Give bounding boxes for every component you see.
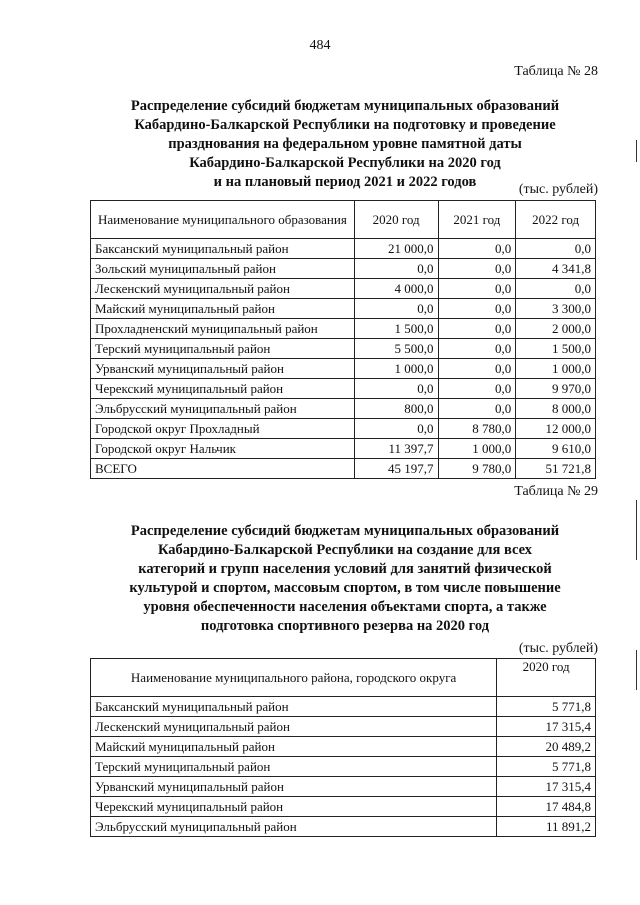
header-2020: 2020 год <box>354 201 438 239</box>
table-row <box>91 419 596 439</box>
row-value-2020: 0,0 <box>354 419 438 439</box>
row-name: Баксанский муниципальный район <box>91 697 497 717</box>
table-row <box>91 439 596 459</box>
title-line: уровня обеспеченности населения объектами спорта, а также <box>143 599 547 615</box>
table-total-row <box>91 459 596 479</box>
row-value-2022: 8 000,0 <box>516 399 596 419</box>
row-name: Урванский муниципальный район <box>91 359 355 379</box>
title-line: празднования на федеральном уровне памятной даты <box>168 136 522 152</box>
table-row <box>91 259 596 279</box>
header-2020: 2020 год <box>497 659 596 697</box>
table-28-title <box>90 97 600 192</box>
row-value-2021: 9 780,0 <box>438 459 516 479</box>
table-28-label: Таблица № 28 <box>514 64 598 79</box>
row-name: Эльбрусский муниципальный район <box>91 817 497 837</box>
row-name: Городской округ Прохладный <box>91 419 355 439</box>
header-2022: 2022 год <box>516 201 596 239</box>
row-name: Майский муниципальный район <box>91 737 497 757</box>
row-name: Лескенский муниципальный район <box>91 717 497 737</box>
row-name: Черекский муниципальный район <box>91 379 355 399</box>
table-row <box>91 717 596 737</box>
table-row <box>91 777 596 797</box>
row-value-2020: 20 489,2 <box>497 737 596 757</box>
table-row <box>91 817 596 837</box>
table-row <box>91 319 596 339</box>
scan-edge-mark <box>636 500 637 560</box>
row-name: Лескенский муниципальный район <box>91 279 355 299</box>
row-name: Майский муниципальный район <box>91 299 355 319</box>
table-28 <box>90 200 596 479</box>
table-29-title <box>90 522 600 636</box>
row-value-2021: 0,0 <box>438 239 516 259</box>
title-line: культурой и спортом, массовым спортом, в том числе повышение <box>129 580 561 596</box>
row-value-2022: 1 000,0 <box>516 359 596 379</box>
row-value-2020: 0,0 <box>354 379 438 399</box>
row-value-2022: 4 341,8 <box>516 259 596 279</box>
row-name: Зольский муниципальный район <box>91 259 355 279</box>
row-value-2020: 17 315,4 <box>497 717 596 737</box>
table-row <box>91 339 596 359</box>
row-value-2020: 5 500,0 <box>354 339 438 359</box>
row-value-2022: 51 721,8 <box>516 459 596 479</box>
table-row <box>91 697 596 717</box>
table-row <box>91 379 596 399</box>
row-value-2020: 45 197,7 <box>354 459 438 479</box>
scan-edge-mark <box>636 140 637 162</box>
row-value-2021: 0,0 <box>438 339 516 359</box>
row-name: Черекский муниципальный район <box>91 797 497 817</box>
title-line: Кабардино-Балкарской Республики на подготовку и проведение <box>134 117 556 133</box>
row-value-2020: 17 484,8 <box>497 797 596 817</box>
row-value-2022: 1 500,0 <box>516 339 596 359</box>
row-value-2022: 0,0 <box>516 279 596 299</box>
row-name: Баксанский муниципальный район <box>91 239 355 259</box>
table-header-row <box>91 659 596 697</box>
row-value-2020: 4 000,0 <box>354 279 438 299</box>
row-name: Урванский муниципальный район <box>91 777 497 797</box>
row-value-2020: 11 891,2 <box>497 817 596 837</box>
row-value-2022: 3 300,0 <box>516 299 596 319</box>
row-name: ВСЕГО <box>91 459 355 479</box>
row-value-2022: 0,0 <box>516 239 596 259</box>
table-29-label: Таблица № 29 <box>514 484 598 499</box>
row-value-2022: 12 000,0 <box>516 419 596 439</box>
row-name: Эльбрусский муниципальный район <box>91 399 355 419</box>
row-value-2020: 11 397,7 <box>354 439 438 459</box>
title-line: Распределение субсидий бюджетам муниципальных образований <box>130 523 560 539</box>
row-value-2020: 21 000,0 <box>354 239 438 259</box>
page-number: 484 <box>309 38 331 53</box>
row-value-2021: 0,0 <box>438 299 516 319</box>
row-value-2021: 0,0 <box>438 359 516 379</box>
row-name: Терский муниципальный район <box>91 757 497 777</box>
title-line: категорий и групп населения условий для занятий физической <box>138 561 552 577</box>
row-value-2021: 0,0 <box>438 279 516 299</box>
row-value-2020: 1 000,0 <box>354 359 438 379</box>
row-value-2020: 5 771,8 <box>497 757 596 777</box>
row-value-2021: 8 780,0 <box>438 419 516 439</box>
header-2021: 2021 год <box>438 201 516 239</box>
row-value-2021: 1 000,0 <box>438 439 516 459</box>
table-29-units: (тыс. рублей) <box>518 641 598 656</box>
table-row <box>91 737 596 757</box>
row-name: Терский муниципальный район <box>91 339 355 359</box>
row-value-2020: 800,0 <box>354 399 438 419</box>
title-line: и на плановый период 2021 и 2022 годов <box>213 174 477 190</box>
table-row <box>91 239 596 259</box>
title-line: Кабардино-Балкарской Республики на создание для всех <box>157 542 533 558</box>
row-value-2021: 0,0 <box>438 259 516 279</box>
title-line: Кабардино-Балкарской Республики на 2020 год <box>189 155 501 171</box>
row-value-2022: 9 610,0 <box>516 439 596 459</box>
table-row <box>91 757 596 777</box>
table-row <box>91 797 596 817</box>
table-row <box>91 399 596 419</box>
row-value-2020: 5 771,8 <box>497 697 596 717</box>
table-row <box>91 359 596 379</box>
title-line: Распределение субсидий бюджетам муниципальных образований <box>130 98 560 114</box>
row-value-2020: 1 500,0 <box>354 319 438 339</box>
row-value-2021: 0,0 <box>438 379 516 399</box>
table-header-row <box>91 201 596 239</box>
row-value-2022: 9 970,0 <box>516 379 596 399</box>
table-28-units: (тыс. рублей) <box>518 182 598 197</box>
table-row <box>91 279 596 299</box>
row-name: Городской округ Нальчик <box>91 439 355 459</box>
table-29 <box>90 658 596 837</box>
header-name: Наименование муниципального образования <box>91 201 355 239</box>
header-name: Наименование муниципального района, городского округа <box>91 659 497 697</box>
row-value-2022: 2 000,0 <box>516 319 596 339</box>
row-value-2020: 17 315,4 <box>497 777 596 797</box>
row-name: Прохладненский муниципальный район <box>91 319 355 339</box>
scan-edge-mark <box>636 650 637 690</box>
title-line: подготовка спортивного резерва на 2020 год <box>200 618 490 634</box>
row-value-2020: 0,0 <box>354 259 438 279</box>
row-value-2020: 0,0 <box>354 299 438 319</box>
row-value-2021: 0,0 <box>438 319 516 339</box>
row-value-2021: 0,0 <box>438 399 516 419</box>
table-row <box>91 299 596 319</box>
